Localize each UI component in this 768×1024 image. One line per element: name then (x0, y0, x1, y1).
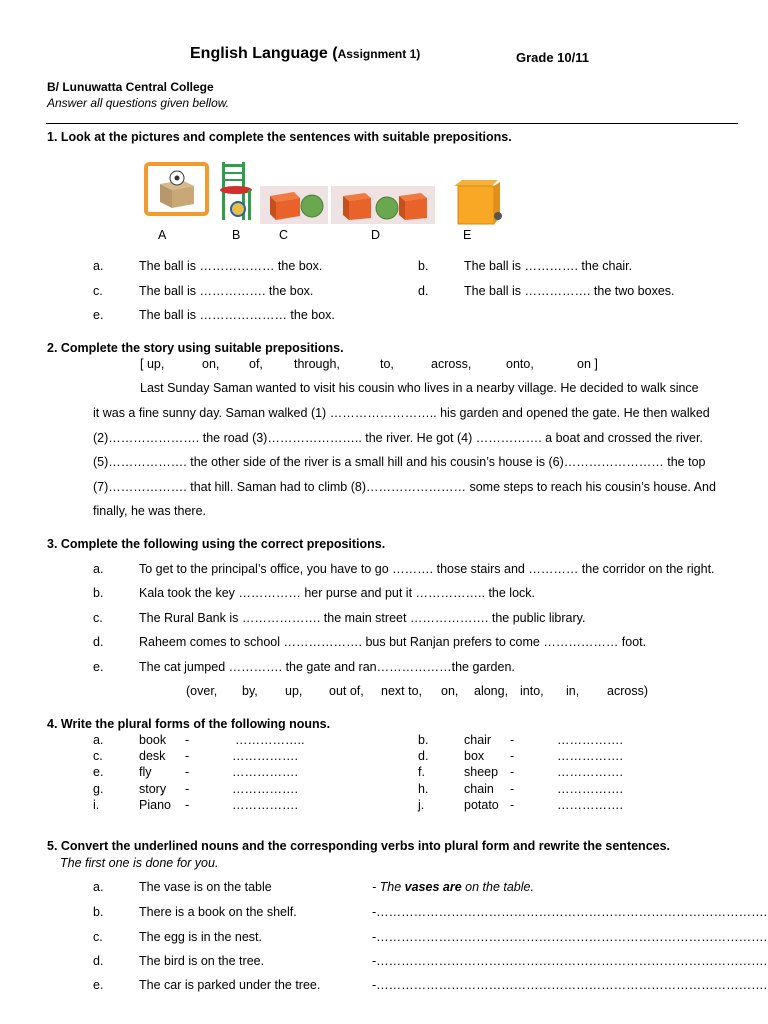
answer-line: -…………………………………………………………………………………. (372, 930, 768, 944)
picture-d-ball-between-boxes (331, 186, 435, 224)
picture-c-ball-beside-box (260, 186, 328, 224)
page-title: English Language (Assignment 1) (190, 45, 421, 62)
grade-label: Grade 10/11 (516, 50, 589, 65)
picture-label: A (158, 228, 167, 242)
q5-note: The first one is done for you. (60, 856, 219, 870)
answer-line: -…………………………………………………………………………………. (372, 905, 768, 919)
header-divider (46, 123, 738, 124)
story-line: (2)…………………. the road (3)………………….. the river. He got (4) ……………. a boat and crossed the river. (93, 431, 703, 445)
picture-a-ball-on-box (144, 162, 209, 216)
picture-label: D (371, 228, 381, 242)
picture-label: E (463, 228, 472, 242)
answer-line: -…………………………………………………………………………………. (372, 978, 768, 992)
school-name: B/ Lunuwatta Central College (47, 80, 214, 94)
story-line: finally, he was there. (93, 504, 207, 518)
answer-line: -…………………………………………………………………………………. (372, 954, 768, 968)
story-line: it was a fine sunny day. Saman walked (1) …………………….. his garden and opened the gate. He then walked (93, 406, 710, 420)
picture-label: B (232, 228, 241, 242)
picture-e-ball-behind-box (452, 178, 504, 226)
instruction: Answer all questions given bellow. (47, 96, 230, 110)
story-line: (7)………………. that hill. Saman had to climb (8)…………………… some steps to reach his cousin’s house. And (93, 480, 716, 494)
q5-heading: 5. Convert the underlined nouns and the corresponding verbs into plural form and rewrite the sentences. (47, 839, 671, 853)
picture-b-ball-under-chair (212, 160, 260, 224)
q1-heading: 1. Look at the pictures and complete the sentences with suitable prepositions. (47, 130, 512, 144)
q4-heading: 4. Write the plural forms of the following nouns. (47, 717, 331, 731)
q3-heading: 3. Complete the following using the correct prepositions. (47, 537, 386, 551)
story-line: Last Sunday Saman wanted to visit his cousin who lives in a nearby village. He decided to walk since (140, 381, 699, 395)
q2-heading: 2. Complete the story using suitable prepositions. (47, 341, 344, 355)
picture-label: C (279, 228, 289, 242)
story-line: (5)………………. the other side of the river is a small hill and his cousin’s house is (6)…………………… the top (93, 455, 706, 469)
